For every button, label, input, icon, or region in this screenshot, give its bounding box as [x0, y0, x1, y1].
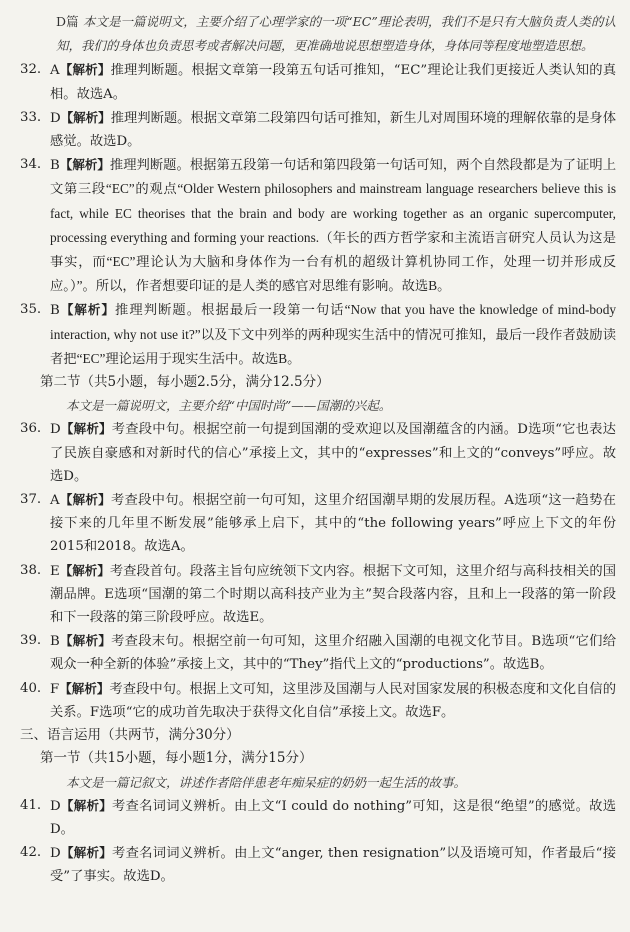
- part3-title: 三、语言运用（共两节，满分30分）: [20, 727, 240, 744]
- answer-text: 推理判断题。根据最后一段第一句话“Now that you have the knowledge of mind-body interaction, why not use it?”以及下文中列举的两种现实生活中的情况可推知，最后一段作者鼓励读者把“EC”理论运用于现实生活中。故选B。: [50, 302, 616, 366]
- analysis-tag: 【解析】: [59, 157, 110, 173]
- answer-number: 37.: [20, 492, 42, 508]
- answer-text: 推理判断题。根据文章第一段第五句话可推知，“EC”理论让我们更接近人类认知的真相。故选A。: [50, 63, 616, 102]
- answer-number: 40.: [20, 680, 42, 696]
- answer-text: 考查段末句。根据空前一句可知，这里介绍融入国潮的电视文化节目。B选项“它们给观众一种全新的体验”承接上文，其中的“They”指代上文的“productions”。故选B。: [50, 634, 616, 673]
- answer-letter: B: [50, 634, 60, 650]
- passage-d-summary-text: 本文是一篇说明文，主要介绍了心理学家的一项“EC”理论表明，我们不是只有大脑负责人类的认知，我们的身体也负责思考或者解决问题，更准确地说思想塑造身体，身体同等程度地塑造思想。: [56, 14, 616, 54]
- answer-letter: D: [50, 110, 61, 126]
- answer-item: [20, 58, 616, 105]
- answer-number: 38.: [20, 562, 42, 578]
- answer-number: 39.: [20, 633, 42, 649]
- answers-part3: [20, 794, 616, 889]
- answer-item: [20, 298, 616, 371]
- answer-item: [20, 153, 616, 298]
- analysis-tag: 【解析】: [60, 797, 112, 813]
- answer-letter: D: [50, 846, 61, 862]
- answer-letter: A: [50, 63, 60, 79]
- answer-letter: B: [50, 303, 60, 319]
- answer-number: 41.: [20, 797, 42, 813]
- answer-text: 推理判断题。根据文章第二段第四句话可推知，新生儿对周围环境的理解依靠的是身体感觉。故选D。: [50, 110, 616, 150]
- answer-item: [20, 629, 616, 676]
- answer-text: 考查名词词义辨析。由上文“anger, then resignation”以及语境可知，作者最后“接受”了事实。故选D。: [50, 846, 616, 885]
- answers-part2: [20, 417, 616, 724]
- answer-number: 42.: [20, 845, 42, 861]
- answer-number: 35.: [20, 302, 42, 318]
- answer-letter: B: [50, 158, 60, 174]
- answer-text: 考查段中句。根据空前一句提到国潮的受欢迎以及国潮蕴含的内涵。D选项“它也表达了民族自豪感和对新时代的信心”承接上文，其中的“expresses”和上文的“conveys”呼应。故选D。: [50, 422, 616, 484]
- passage-d-label: D篇: [56, 14, 79, 29]
- answer-item: [20, 677, 616, 724]
- part3-section1-title: 第一节（共15小题，每小题1分，满分15分）: [40, 750, 313, 767]
- answer-text: 考查段首句。段落主旨句应统领下文内容。根据下文可知，这里介绍与高科技相关的国潮品牌。E选项“国潮的第二个时期以高科技产业为主”契合段落内容，且和上一段落的第一阶段和下一段落的第三阶段呼应。故选E。: [50, 563, 616, 626]
- answer-letter: F: [50, 681, 60, 697]
- answer-number: 36.: [20, 421, 42, 437]
- answer-letter: D: [50, 422, 61, 438]
- part3-summary: 本文是一篇记叙文，讲述作者陪伴患老年痴呆症的奶奶一起生活的故事。: [66, 774, 467, 790]
- analysis-tag: 【解析】: [60, 845, 113, 861]
- answer-item: [20, 488, 616, 559]
- answer-item: [20, 559, 616, 630]
- answer-text: 考查段中句。根据上文可知，这里涉及国潮与人民对国家发展的积极态度和文化自信的关系。F选项“它的成功首先取决于获得文化自信”承接上文。故选F。: [50, 681, 616, 720]
- answer-text: 推理判断题。根据第五段第一句话和第四段第一句话可知，两个自然段都是为了证明上文第三段“EC”的观点“Older Western philosophers and mainstream language researchers believe this is fact, while EC theorises that the brain and body are working together as an organic supercomputer, processing everything and forming your reactions.（年长的西方哲学家和主流语言研究人员认为这是事实，而“EC”理论认为大脑和身体作为一台有机的超级计算机协同工作，处理一切并形成反应。）”。所以，作者想要印证的是人类的感官对思维有影响。故选B。: [50, 157, 616, 294]
- answer-number: 32.: [20, 62, 42, 78]
- passage-d-summary: [20, 10, 616, 58]
- section2-title: 第二节（共5小题，每小题2.5分，满分12.5分）: [40, 374, 330, 391]
- answers-part1: [20, 58, 616, 371]
- answer-letter: D: [50, 798, 61, 814]
- answer-number: 34.: [20, 157, 42, 173]
- analysis-tag: 【解析】: [59, 633, 112, 649]
- analysis-tag: 【解析】: [59, 680, 110, 696]
- answer-text: 考查段中句。根据空前一句可知，这里介绍国潮早期的发展历程。A选项“这一趋势在接下来的几年里不断发展”能够承上启下，其中的“the following years”呼应上下文的年份2015和2018。故选A。: [50, 493, 616, 555]
- answer-text: 考查名词词义辨析。由上文“I could do nothing”可知，这是很“绝望”的感觉。故选D。: [50, 798, 616, 837]
- section2-summary: 本文是一篇说明文，主要介绍“中国时尚”——国潮的兴起。: [66, 398, 392, 414]
- analysis-tag: 【解析】: [59, 492, 111, 508]
- answer-number: 33.: [20, 109, 42, 125]
- answer-item: [20, 106, 616, 153]
- analysis-tag: 【解析】: [60, 109, 111, 125]
- analysis-tag: 【解析】: [59, 562, 110, 578]
- answer-item: [20, 417, 616, 488]
- analysis-tag: 【解析】: [59, 302, 116, 318]
- answer-letter: E: [50, 563, 60, 579]
- answer-letter: A: [50, 493, 60, 509]
- answer-item: [20, 794, 616, 841]
- answer-item: [20, 841, 616, 888]
- analysis-tag: 【解析】: [60, 421, 112, 437]
- analysis-tag: 【解析】: [59, 62, 111, 78]
